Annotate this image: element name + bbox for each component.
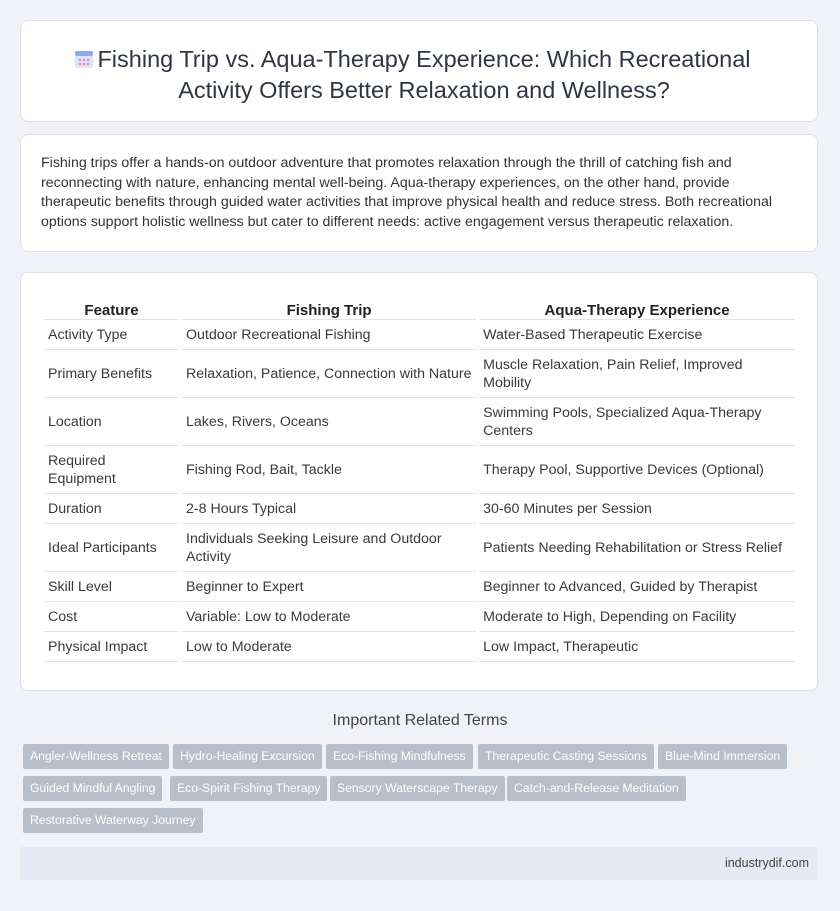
table-cell: Therapy Pool, Supportive Devices (Optional) [478, 446, 797, 494]
table-cell: Low to Moderate [181, 632, 478, 662]
calendar-icon [73, 48, 95, 70]
page-title: Fishing Trip vs. Aqua-Therapy Experience: Which Recreational Activity Offers Better Relaxation and Wellness? [97, 46, 751, 103]
column-header: Fishing Trip [181, 297, 478, 320]
table-cell: Primary Benefits [44, 350, 181, 398]
table-cell: Required Equipment [44, 446, 181, 494]
table-row [44, 572, 797, 602]
table-row [44, 494, 797, 524]
related-tag[interactable]: Guided Mindful Angling [23, 776, 162, 801]
related-tag[interactable]: Eco-Fishing Mindfulness [326, 744, 473, 769]
table-cell: Location [44, 398, 181, 446]
related-tag[interactable]: Angler-Wellness Retreat [23, 744, 169, 769]
table-cell: 30-60 Minutes per Session [478, 494, 797, 524]
table-cell: Skill Level [44, 572, 181, 602]
table-cell: Ideal Participants [44, 524, 181, 572]
table-cell: Beginner to Advanced, Guided by Therapist [478, 572, 797, 602]
table-cell: Cost [44, 602, 181, 632]
table-cell: Patients Needing Rehabilitation or Stress Relief [478, 524, 797, 572]
related-tag[interactable]: Eco-Spirit Fishing Therapy [170, 776, 327, 801]
table-cell: Physical Impact [44, 632, 181, 662]
table-cell: Beginner to Expert [181, 572, 478, 602]
table-cell: Duration [44, 494, 181, 524]
related-tag[interactable]: Therapeutic Casting Sessions [478, 744, 654, 769]
table-cell: 2-8 Hours Typical [181, 494, 478, 524]
table-cell: Lakes, Rivers, Oceans [181, 398, 478, 446]
comparison-card [20, 272, 818, 691]
table-cell: Moderate to High, Depending on Facility [478, 602, 797, 632]
table-cell: Fishing Rod, Bait, Tackle [181, 446, 478, 494]
table-row [44, 602, 797, 632]
footer [20, 847, 818, 880]
comparison-table [44, 297, 798, 662]
footer-site[interactable]: industrydif.com [724, 856, 809, 870]
table-cell: Swimming Pools, Specialized Aqua-Therapy Centers [478, 398, 797, 446]
table-cell: Outdoor Recreational Fishing [181, 320, 478, 350]
table-row [44, 524, 797, 572]
table-cell: Variable: Low to Moderate [181, 602, 478, 632]
related-tag[interactable]: Catch-and-Release Meditation [507, 776, 686, 801]
intro-card [20, 134, 818, 252]
table-cell: Relaxation, Patience, Connection with Nature [181, 350, 478, 398]
related-tag[interactable]: Hydro-Healing Excursion [173, 744, 322, 769]
related-tag[interactable]: Sensory Waterscape Therapy [330, 776, 505, 801]
table-row [44, 320, 797, 350]
title-wrap [61, 44, 787, 106]
table-cell: Low Impact, Therapeutic [478, 632, 797, 662]
related-tag[interactable]: Blue-Mind Immersion [658, 744, 787, 769]
table-cell: Muscle Relaxation, Pain Relief, Improved Mobility [478, 350, 797, 398]
related-terms-title: Important Related Terms [332, 712, 508, 729]
column-header: Aqua-Therapy Experience [478, 297, 797, 320]
table-cell: Water-Based Therapeutic Exercise [478, 320, 797, 350]
table-header-row [44, 297, 797, 320]
related-tag[interactable]: Restorative Waterway Journey [23, 808, 203, 833]
table-cell: Activity Type [44, 320, 181, 350]
table-row [44, 632, 797, 662]
table-row [44, 398, 797, 446]
title-card [20, 20, 818, 122]
column-header: Feature [44, 297, 181, 320]
table-row [44, 446, 797, 494]
table-cell: Individuals Seeking Leisure and Outdoor Activity [181, 524, 478, 572]
table-row [44, 350, 797, 398]
intro-paragraph: Fishing trips offer a hands-on outdoor adventure that promotes relaxation through the thrill of catching fish and reconnecting with nature, enhancing mental well-being. Aqua-therapy experiences, on the other hand, provide therapeutic benefits through guided water activities that improve physical health and reduce stress. Both recreational options support holistic wellness but cater to different needs: active engagement versus therapeutic relaxation. [41, 155, 773, 230]
